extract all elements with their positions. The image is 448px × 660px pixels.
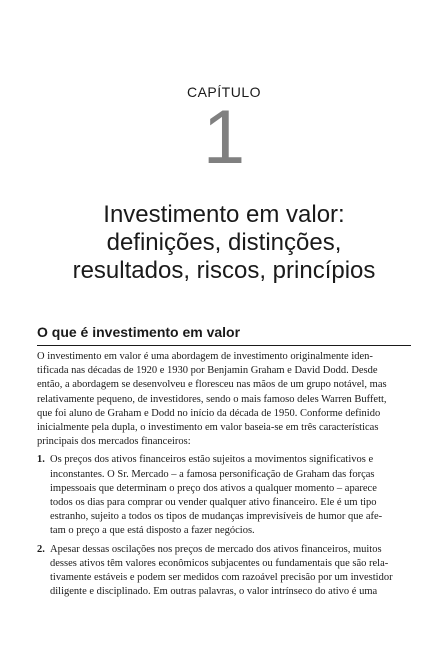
- chapter-number: 1: [202, 95, 246, 180]
- text-line: desses ativos têm valores econômicos subjacentes ou fundamentais que são rela-: [50, 557, 389, 569]
- intro-paragraph: [37, 350, 411, 449]
- text-line: tificada nas décadas de 1920 e 1930 por Benjamin Graham e David Dodd. Desde: [37, 365, 378, 377]
- text-line: então, a abordagem se desenvolveu e floresceu nas mãos de um grupo notável, mas: [37, 379, 387, 391]
- list-item-number: 2.: [37, 543, 45, 555]
- text-line: O investimento em valor é uma abordagem de investimento originalmente iden-: [37, 351, 373, 362]
- text-line: Os preços dos ativos financeiros estão sujeitos a movimentos significativos e: [50, 454, 374, 466]
- text-line: diligente e disciplinado. Em outras palavras, o valor intrínseco do ativo é uma: [50, 586, 378, 598]
- text-line: todos os dias para comprar ou vender qualquer ativo financeiro. Ele é um tipo: [50, 497, 377, 509]
- chapter-label: CAPÍTULO: [186, 84, 261, 100]
- text-line: relativamente pequeno, de investidores, sendo o mais famoso deles Warren Buffett,: [37, 393, 387, 405]
- text-line: impessoais que determinam o preço dos ativos a qualquer momento – aparece: [50, 482, 377, 494]
- list-item: [37, 543, 411, 600]
- text-line: Apesar dessas oscilações nos preços de mercado dos ativos financeiros, muitos: [50, 543, 382, 555]
- text-line: inicialmente pela dupla, o investimento em valor baseia-se em três características: [37, 422, 379, 434]
- text-line: estranho, sujeito a todos os tipos de mudanças imprevisíveis de humor que afe-: [50, 511, 383, 523]
- chapter-title: [24, 201, 424, 285]
- section-heading: O que é investimento em valor: [37, 323, 411, 346]
- section-body: [37, 350, 411, 599]
- list-item: [37, 453, 411, 538]
- text-line: que foi aluno de Graham e Dodd no início da década de 1950. Conforme definido: [37, 407, 381, 419]
- text-line: principais dos mercados financeiros:: [37, 436, 191, 448]
- list-item-number: 1.: [37, 454, 45, 466]
- text-line: tivamente estáveis e podem ser medidos com razoável precisão por um investidor: [50, 572, 393, 584]
- text-line: tam o preço a que está disposto a fazer negócios.: [50, 525, 255, 537]
- chapter-title-line: Investimento em valor:: [103, 201, 345, 228]
- chapter-title-line: resultados, riscos, princípios: [72, 257, 376, 284]
- text-line: inconstantes. O Sr. Mercado – a famosa personificação de Graham das forças: [50, 468, 375, 480]
- chapter-title-line: definições, distinções,: [106, 229, 342, 256]
